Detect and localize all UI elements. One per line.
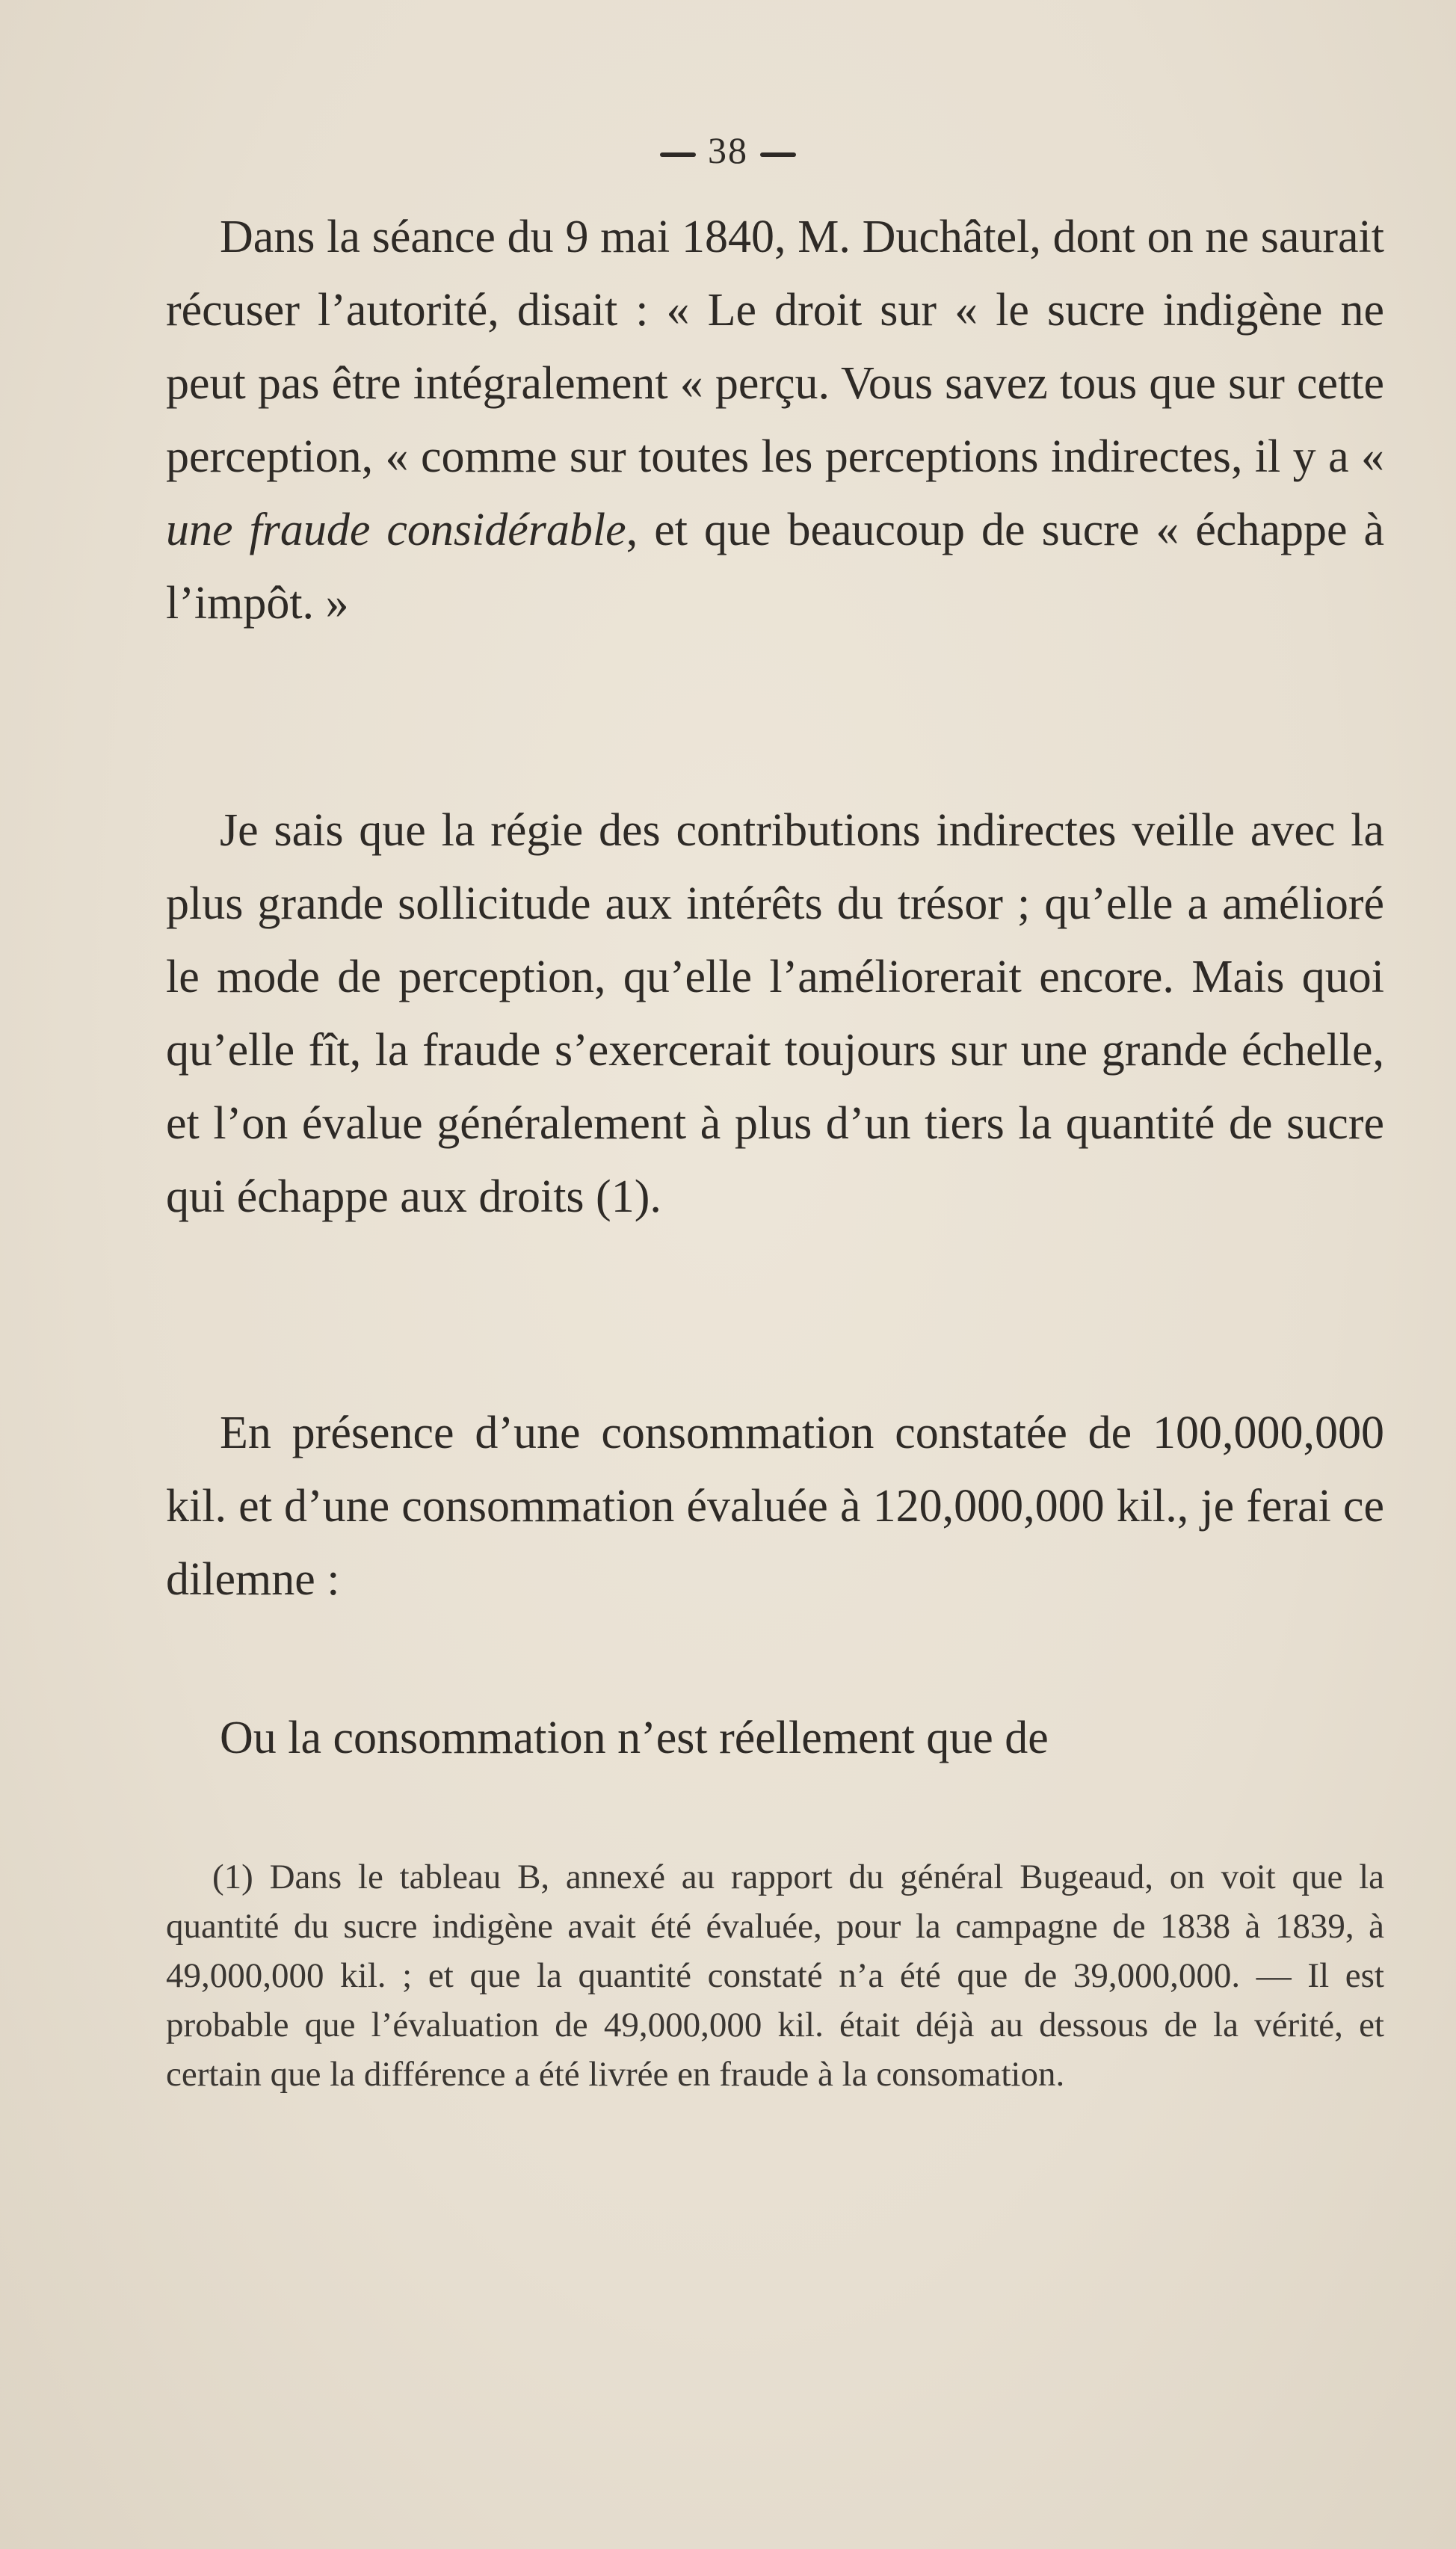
footnote-text: (1) Dans le tableau B, annexé au rapport du général Bugeaud, on voit que la quantité du sucre indigène avait été évaluée, pour la campagne de 1838 à 1839, à 49,000,000 kil. ; et que la quantité constaté n’a été que de 39,000,000. — Il est probable que l’évaluation de 49,000,000 kil. était déjà au dessous de la vérité, et certain que la différence a été livrée en fraude à la consomation. bbox=[166, 1858, 1384, 2094]
paragraph-duchatel-quote bbox=[166, 200, 1384, 640]
paragraph-1-text-start: Dans la séance du 9 mai 1840, M. Duchâtel, dont on ne saurait récuser l’autorité, disait : « Le droit sur « le sucre indigène ne peut pas être intégralement « perçu. Vous savez tous que sur cette perception, « comme sur toutes les perceptions indirectes, il y a « bbox=[166, 212, 1384, 482]
paragraph-2-text: Je sais que la régie des contributions indirectes veille avec la plus grande sollicitude aux intérêts du trésor ; qu’elle a amélioré le mode de perception, qu’elle l’améliorerait encore. Mais quoi qu’elle fît, la fraude s’exercerait toujours sur une grande échelle, et l’on évalue généralement à plus d’un tiers la quantité de sucre qui échappe aux droits (1). bbox=[166, 805, 1384, 1222]
page-number-text: 38 bbox=[708, 129, 748, 171]
paragraph-1-italic: une fraude considérable bbox=[166, 505, 626, 555]
footnote bbox=[166, 1852, 1384, 2099]
folio-dash-left bbox=[660, 152, 696, 157]
paragraph-4-text: Ou la consommation n’est réellement que de bbox=[220, 1713, 1049, 1763]
folio-dash-right bbox=[760, 152, 796, 157]
paragraph-regie bbox=[166, 794, 1384, 1233]
paragraph-consommation bbox=[166, 1396, 1384, 1616]
paragraph-dilemne-start bbox=[166, 1701, 1384, 1775]
page-number bbox=[0, 129, 1456, 172]
paragraph-1-text-end: , et que beaucoup de sucre « échappe à l’impôt. » bbox=[166, 505, 1385, 629]
paragraph-3-text: En présence d’une consommation constatée de 100,000,000 kil. et d’une consommation évaluée à 120,000,000 kil., je ferai ce dilemne : bbox=[166, 1408, 1384, 1605]
